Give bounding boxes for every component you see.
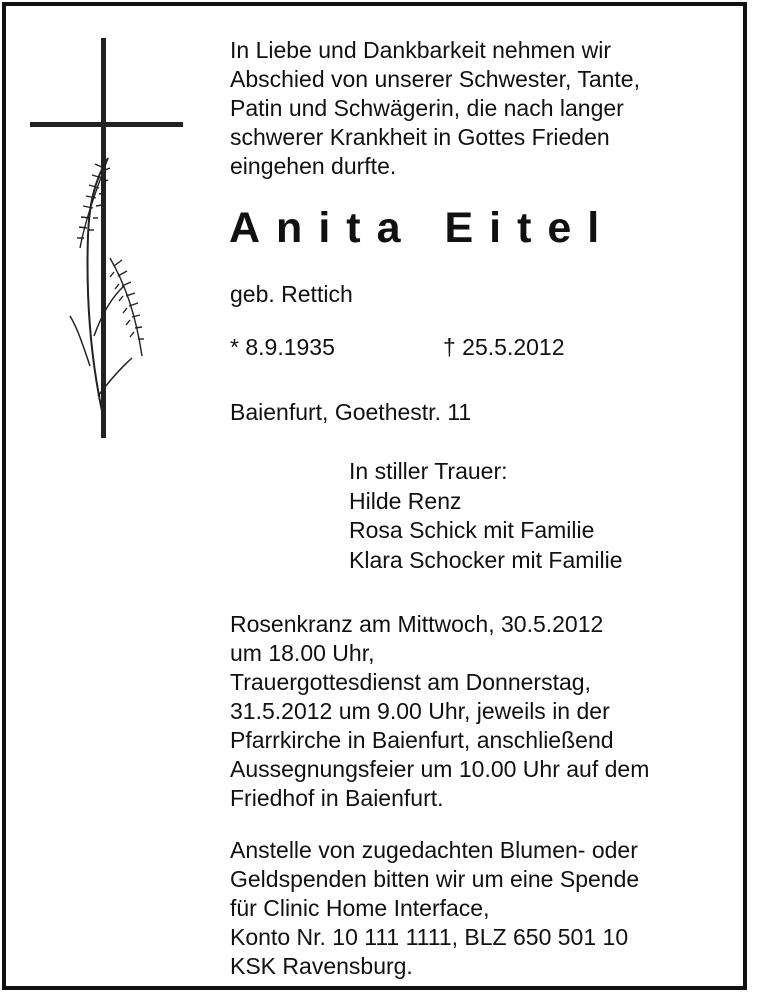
service-details: Rosenkranz am Mittwoch, 30.5.2012 um 18.00 Uhr, Trauergottesdienst am Donnerstag, 31.5.2012 um 9.00 Uhr, jeweils in der Pfarrkirche in Baienfurt, anschließend Aussegnungsfeier um 10.00 Uhr auf dem Friedhof in Baienfurt. [230,611,650,811]
intro-text: In Liebe und Dankbarkeit nehmen wir Abschied von unserer Schwester, Tante, Patin und Schwägerin, die nach langer schwerer Krankheit in Gottes Frieden eingehen durfte. [230,37,640,179]
birth-date: * 8.9.1935 [230,334,335,360]
mourner-name: Rosa Schick mit Familie [349,517,595,543]
mourners-block [349,457,623,575]
mourners-heading: In stiller Trauer: [349,458,508,484]
cross-with-wheat-icon [28,36,188,446]
mourner-name: Klara Schocker mit Familie [349,546,623,573]
donation-request: Anstelle von zugedachten Blumen- oder Geldspenden bitten wir um eine Spende für Clinic Home Interface, Konto Nr. 10 111 1111, BLZ 650 501 10 KSK Ravensburg. [230,837,640,979]
deceased-name: Anita Eitel [229,204,616,252]
address: Baienfurt, Goethestr. 11 [230,399,472,425]
mourner-name: Hilde Renz [349,487,462,514]
death-date: † 25.5.2012 [443,334,565,360]
maiden-name: geb. Rettich [230,281,353,307]
